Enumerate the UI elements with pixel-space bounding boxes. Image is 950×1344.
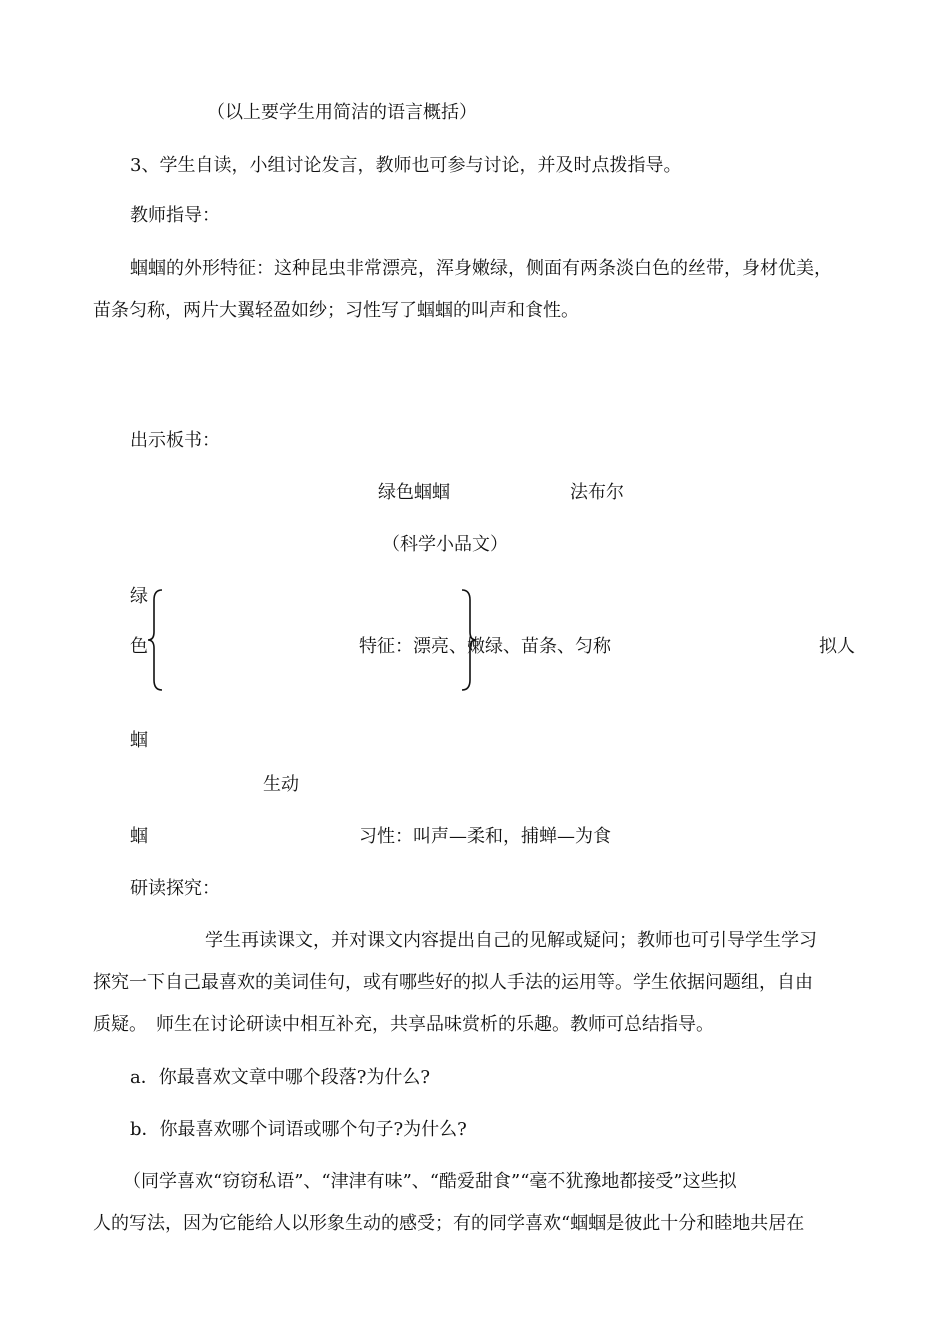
board-vertical-char: 色 bbox=[130, 636, 148, 657]
question-a: a．你最喜欢文章中哪个段落?为什么? bbox=[130, 1067, 431, 1088]
research-paragraph-line-1: 学生再读课文，并对课文内容提出自己的见解或疑问；教师也可引导学生学习 bbox=[205, 930, 817, 951]
board-vertical-char: 蝈 bbox=[130, 826, 148, 847]
answer-paragraph-line-2: 人的写法，因为它能给人以形象生动的感受；有的同学喜欢“蝈蝈是彼此十分和睦地共居在 bbox=[93, 1213, 805, 1234]
board-author: 法布尔 bbox=[570, 482, 624, 503]
board-feature: 特征：漂亮、嫩绿、苗条、匀称 bbox=[359, 636, 611, 657]
summary-note: （以上要学生用简洁的语言概括） bbox=[207, 102, 477, 123]
research-label: 研读探究： bbox=[130, 878, 220, 899]
board-vertical-char: 蝈 bbox=[130, 730, 148, 751]
board-genre: （科学小品文） bbox=[382, 534, 508, 555]
board-title: 绿色蝈蝈 bbox=[378, 482, 450, 503]
research-paragraph-line-2: 探究一下自己最喜欢的美词佳句，或有哪些好的拟人手法的运用等。学生依据问题组，自由 bbox=[93, 972, 813, 993]
board-label: 出示板书： bbox=[130, 430, 220, 451]
question-b: b．你最喜欢哪个词语或哪个句子?为什么? bbox=[130, 1119, 467, 1140]
board-habit: 习性：叫声—柔和，捕蝉—为食 bbox=[359, 826, 611, 847]
board-vertical-char: 绿 bbox=[130, 586, 148, 607]
step-3-paragraph: 3、学生自读，小组讨论发言，教师也可参与讨论，并及时点拨指导。 bbox=[130, 155, 682, 176]
answer-paragraph-line-1: （同学喜欢“窃窃私语”、“津津有味”、“酷爱甜食”“毫不犹豫地都接受”这些拟 bbox=[123, 1171, 737, 1192]
guide-paragraph-line-2: 苗条匀称，两片大翼轻盈如纱；习性写了蝈蝈的叫声和食性。 bbox=[93, 300, 579, 321]
research-paragraph-line-3: 质疑。 师生在讨论研读中相互补充，共享品味赏析的乐趣。教师可总结指导。 bbox=[93, 1014, 714, 1035]
board-vivid: 生动 bbox=[263, 774, 299, 795]
guide-paragraph-line-1: 蝈蝈的外形特征：这种昆虫非常漂亮，浑身嫩绿，侧面有两条淡白色的丝带，身材优美， bbox=[130, 258, 832, 279]
board-personify: 拟人 bbox=[819, 636, 855, 657]
teacher-guide-label: 教师指导： bbox=[130, 205, 220, 226]
left-brace-icon bbox=[146, 588, 168, 692]
